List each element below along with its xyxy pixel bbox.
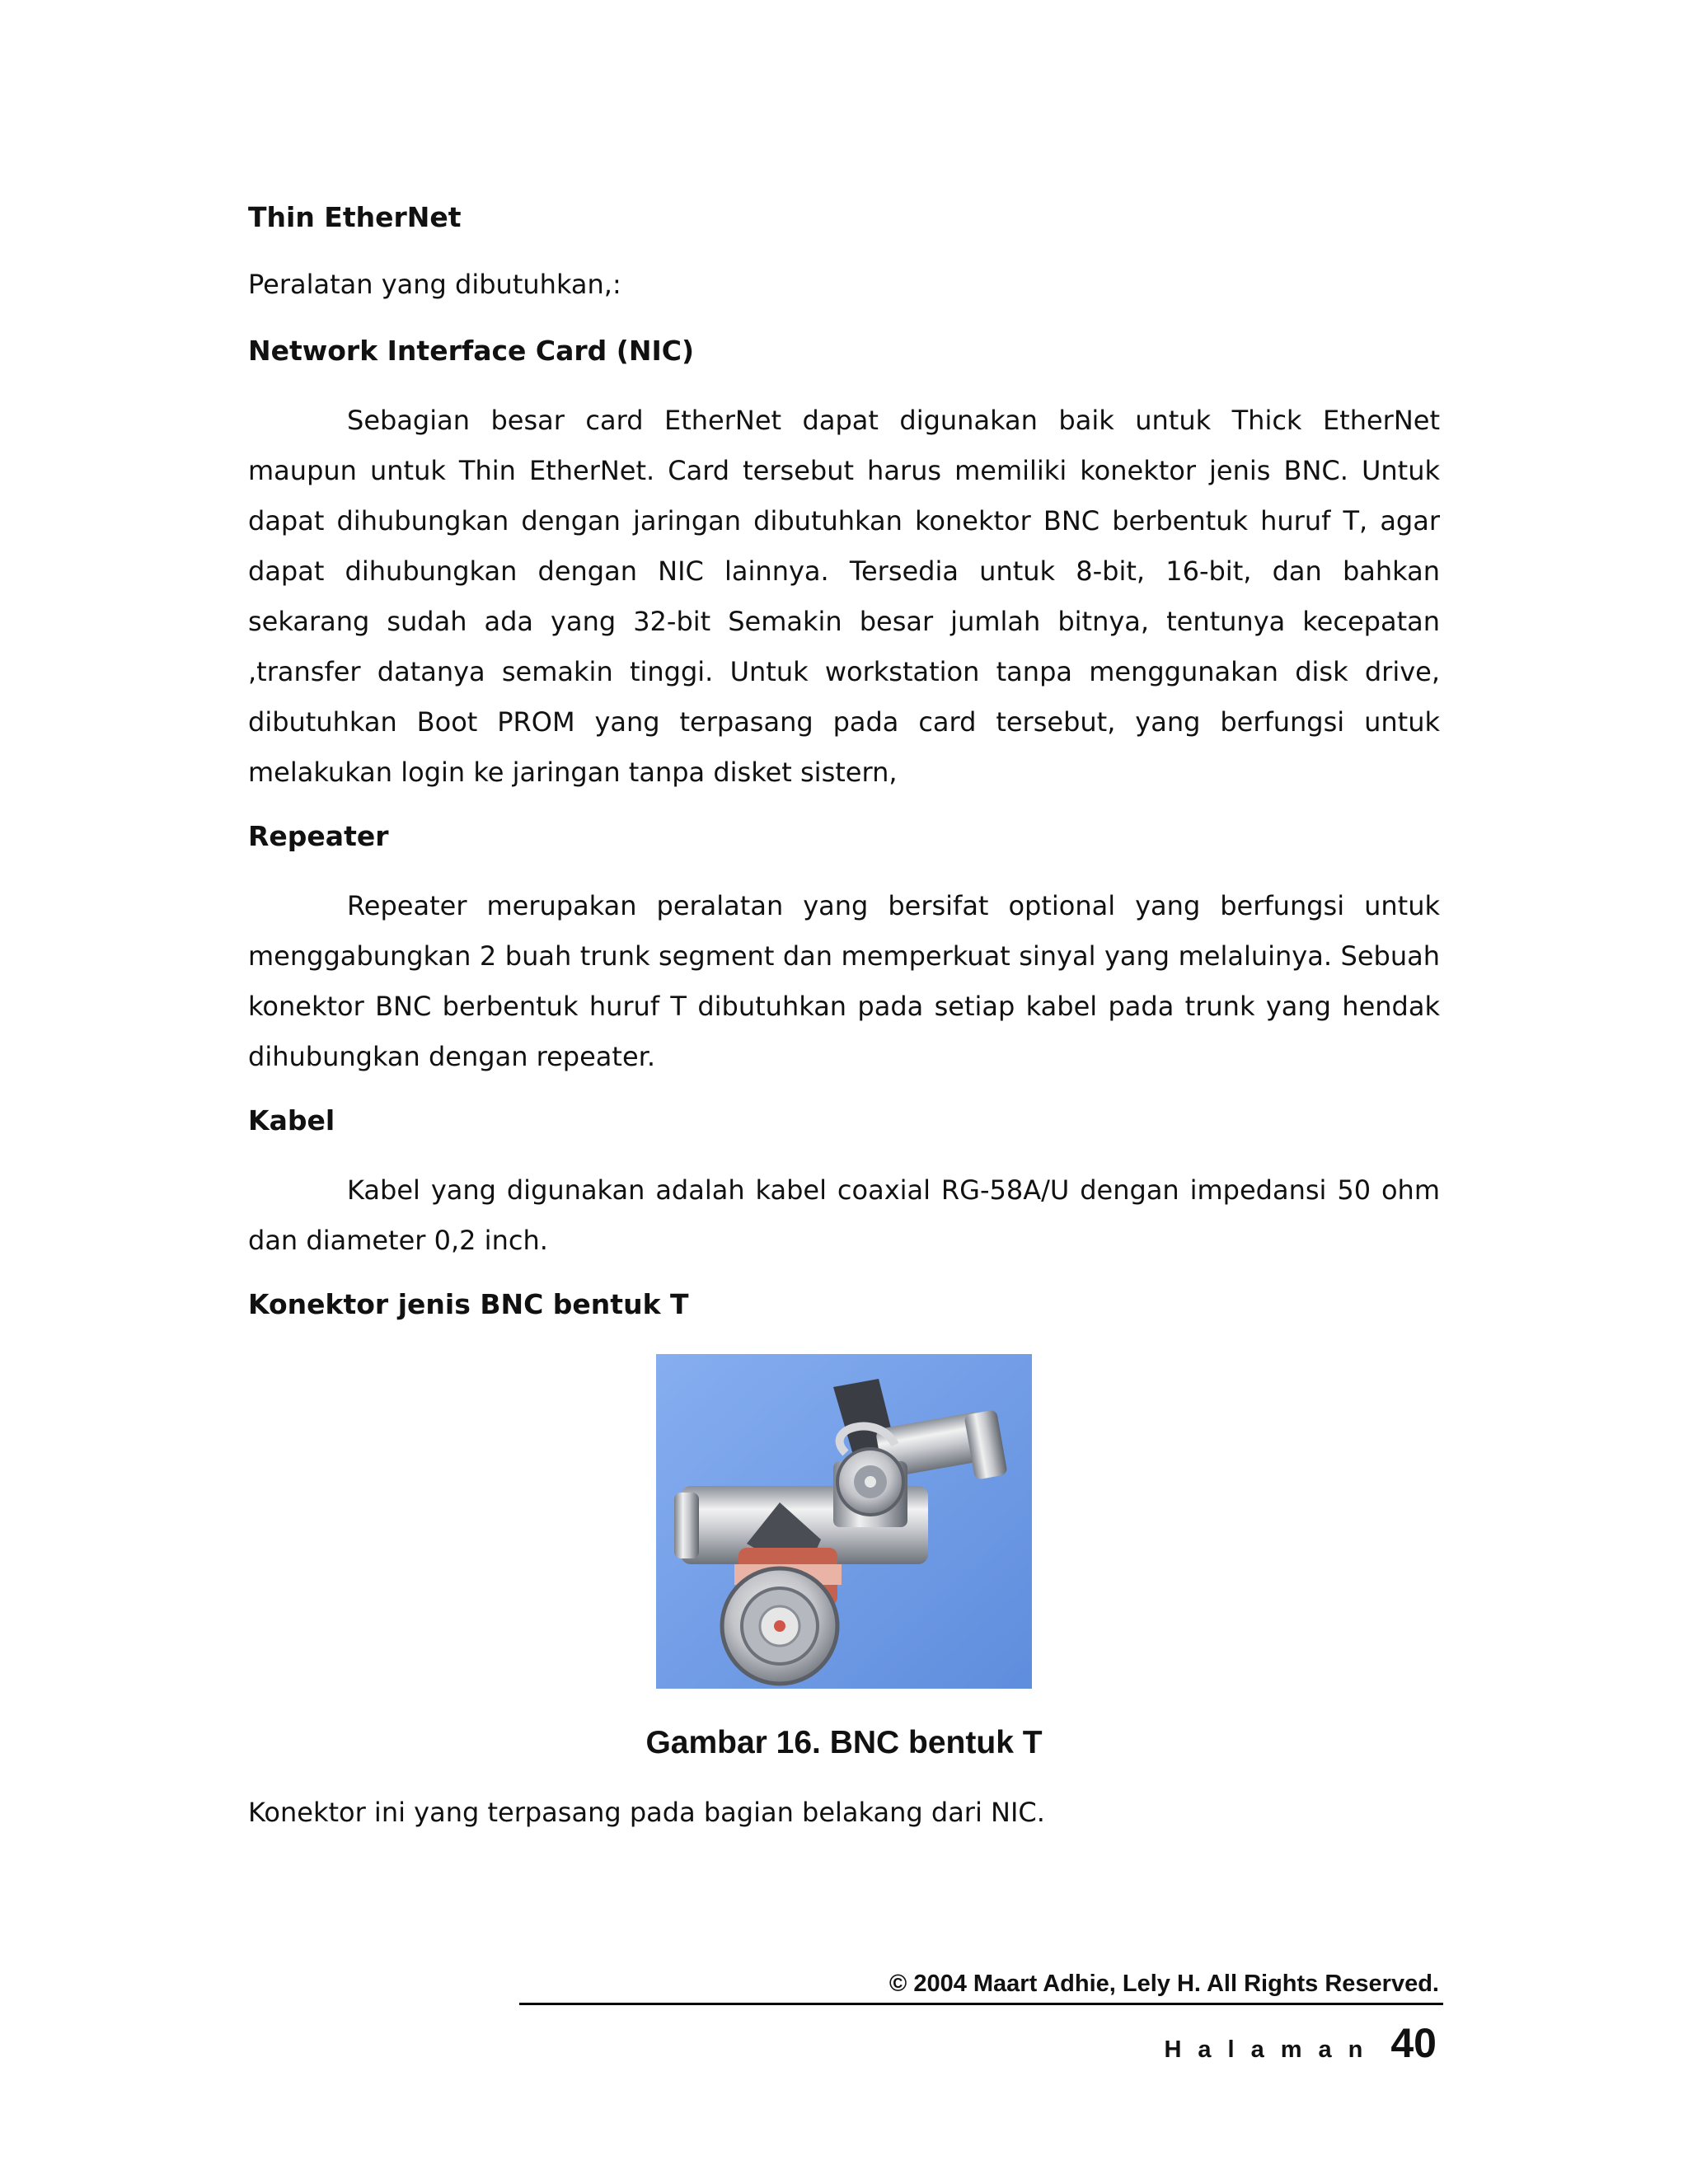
- page-label: Halaman: [1164, 2036, 1380, 2063]
- heading-nic: Network Interface Card (NIC): [248, 335, 695, 367]
- heading-repeater: Repeater: [248, 820, 389, 852]
- repeater-paragraph: Repeater merupakan peralatan yang bersifat optional yang berfungsi untuk menggabungkan 2 buah trunk segment dan memperkuat sinyal yang melaluinya. Sebuah konektor BNC berbentuk huruf T dibutuhkan pada setiap kabel pada trunk yang hendak dihubungkan dengan repeater.: [248, 890, 1440, 1072]
- bnc-t-connector-photo: [656, 1354, 1032, 1689]
- nic-paragraph: Sebagian besar card EtherNet dapat digunakan baik untuk Thick EtherNet maupun untuk Thin EtherNet. Card tersebut harus memiliki konektor jenis BNC. Untuk dapat dihubungkan dengan jaringan dibutuhkan konektor BNC berbentuk huruf T, agar dapat dihubungkan dengan NIC lainnya. Tersedia untuk 8-bit, 16-bit, dan bahkan sekarang sudah ada yang 32-bit Semakin besar jumlah bitnya, tentunya kecepatan ,transfer datanya semakin tinggi. Untuk workstation tanpa menggunakan disk drive, dibutuhkan Boot PROM yang terpasang pada card tersebut, yang berfungsi untuk melakukan login ke jaringan tanpa disket sistern,: [248, 405, 1440, 788]
- bnc-t-connector-illustration: [656, 1354, 1032, 1689]
- figure-caption: Gambar 16. BNC bentuk T: [645, 1725, 1043, 1760]
- copyright-notice: © 2004 Maart Adhie, Lely H. All Rights Reserved.: [889, 1971, 1439, 1997]
- page-number: 40: [1390, 2020, 1437, 2066]
- page-number-block: [1164, 2019, 1437, 2067]
- equipment-intro: Peralatan yang dibutuhkan,:: [248, 269, 621, 300]
- heading-thin-ethernet: Thin EtherNet: [248, 201, 462, 233]
- kabel-paragraph: Kabel yang digunakan adalah kabel coaxial RG-58A/U dengan impedansi 50 ohm dan diameter 0,2 inch.: [248, 1174, 1440, 1256]
- closing-paragraph: Konektor ini yang terpasang pada bagian belakang dari NIC.: [248, 1797, 1045, 1828]
- page-content: [248, 195, 1440, 1838]
- heading-kabel: Kabel: [248, 1104, 335, 1137]
- heading-konektor: Konektor jenis BNC bentuk T: [248, 1288, 689, 1320]
- footer-divider: [519, 2003, 1443, 2005]
